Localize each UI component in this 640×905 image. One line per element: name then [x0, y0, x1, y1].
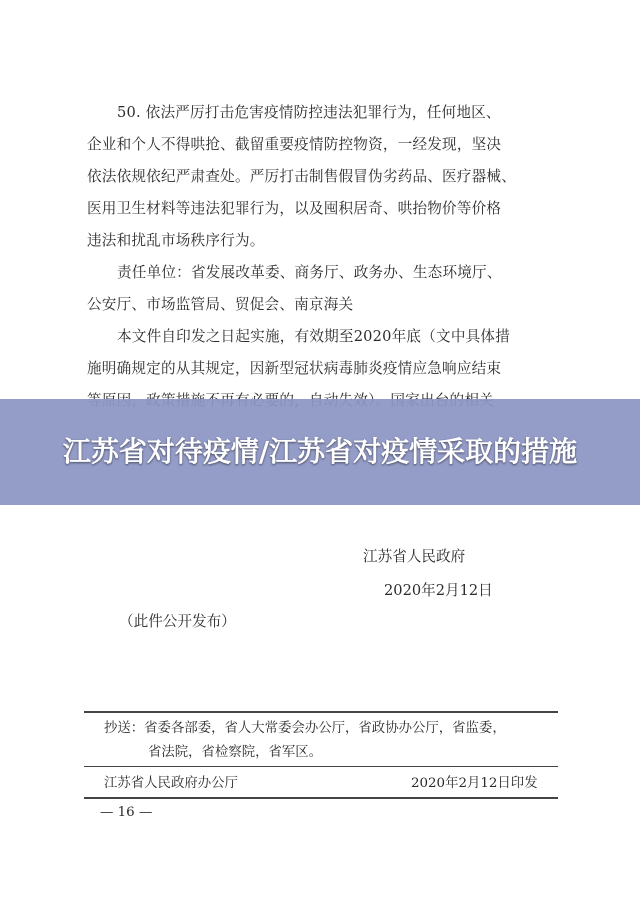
cc-list-line: 抄送：省委各部委，省人大常委会办公厅，省政协办公厅，省监委， [104, 721, 506, 736]
responsible-units-paragraph [87, 257, 563, 321]
text-line: 本文件自印发之日起实施，有效期至2020年底（文中具体措 [117, 328, 510, 345]
item-50-paragraph [87, 97, 563, 257]
issuing-office: 江苏省人民政府办公厅 [104, 776, 238, 791]
text-line: 企业和个人不得哄抢、截留重要疫情防控物资，一经发现，坚决 [87, 136, 502, 153]
divider-line [84, 711, 558, 713]
signature-date: 2020年2月12日 [384, 582, 493, 599]
page-number: — 16 — [100, 805, 153, 820]
issue-date: 2020年2月12日印发 [411, 776, 538, 791]
text-line: 50. 依法严厉打击危害疫情防控违法犯罪行为，任何地区、 [117, 104, 501, 121]
text-line: 施明确规定的从其规定，因新型冠状病毒肺炎疫情应急响应结束 [87, 360, 502, 377]
signature-organization: 江苏省人民政府 [363, 548, 466, 565]
cc-list-line: 省法院，省检察院，省军区。 [148, 745, 323, 760]
divider-line [84, 797, 558, 799]
divider-line [84, 766, 558, 767]
banner-title: 江苏省对待疫情/江苏省对疫情采取的措施 [62, 435, 578, 468]
title-banner [0, 399, 640, 505]
text-line: 责任单位：省发展改革委、商务厅、政务办、生态环境厅、 [117, 264, 502, 281]
text-line: 依法依规依纪严肃查处。严厉打击制售假冒伪劣药品、医疗器械、 [87, 168, 517, 185]
text-line: 违法和扰乱市场秩序行为。 [87, 232, 265, 249]
text-line: 医用卫生材料等违法犯罪行为，以及囤积居奇、哄抬物价等价格 [87, 200, 502, 217]
publication-note: （此件公开发布） [119, 613, 236, 630]
text-line: 公安厅、市场监管局、贸促会、南京海关 [87, 296, 354, 313]
